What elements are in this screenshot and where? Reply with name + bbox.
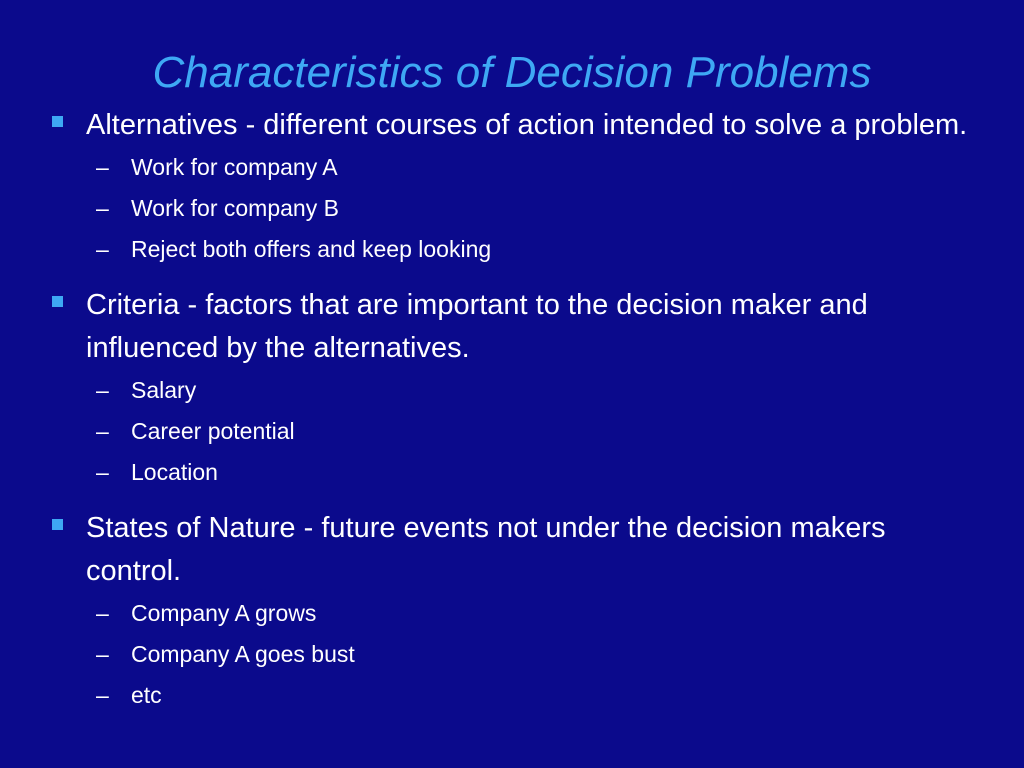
sub-list	[48, 593, 988, 730]
bullet-criteria	[48, 284, 988, 370]
dash-marker: –	[96, 459, 109, 485]
dash-marker: –	[96, 600, 109, 626]
sub-item	[48, 452, 988, 493]
sub-item-text: Career potential	[131, 418, 295, 444]
sub-item	[48, 593, 988, 634]
dash-marker: –	[96, 377, 109, 403]
sub-list	[48, 147, 988, 284]
sub-item	[48, 188, 988, 229]
bullet-text: Alternatives - different courses of action intended to solve a problem.	[86, 109, 968, 141]
sub-item-text: Salary	[131, 377, 197, 403]
sub-list	[48, 370, 988, 507]
dash-marker: –	[96, 236, 109, 262]
sub-item	[48, 370, 988, 411]
dash-marker: –	[96, 682, 109, 708]
square-bullet-icon	[52, 296, 63, 307]
dash-marker: –	[96, 641, 109, 667]
sub-item	[48, 675, 988, 716]
sub-item	[48, 411, 988, 452]
bullet-states-of-nature	[48, 507, 988, 593]
sub-item	[48, 147, 988, 188]
sub-item-text: Company A goes bust	[131, 641, 355, 667]
bullet-text: Criteria - factors that are important to the decision maker and influenced by the alternatives.	[86, 289, 868, 364]
sub-item-text: Location	[131, 459, 218, 485]
sub-item-text: Company A grows	[131, 600, 317, 626]
sub-item	[48, 229, 988, 270]
dash-marker: –	[96, 195, 109, 221]
sub-item-text: Reject both offers and keep looking	[131, 236, 492, 262]
sub-item-text: etc	[131, 682, 162, 708]
bullet-alternatives	[48, 104, 988, 147]
square-bullet-icon	[52, 116, 63, 127]
sub-item-text: Work for company A	[131, 154, 338, 180]
dash-marker: –	[96, 418, 109, 444]
slide-body	[48, 104, 988, 730]
slide-title: Characteristics of Decision Problems	[152, 48, 872, 97]
sub-item	[48, 634, 988, 675]
bullet-text: States of Nature - future events not under the decision makers control.	[86, 512, 886, 587]
dash-marker: –	[96, 154, 109, 180]
sub-item-text: Work for company B	[131, 195, 339, 221]
square-bullet-icon	[52, 519, 63, 530]
